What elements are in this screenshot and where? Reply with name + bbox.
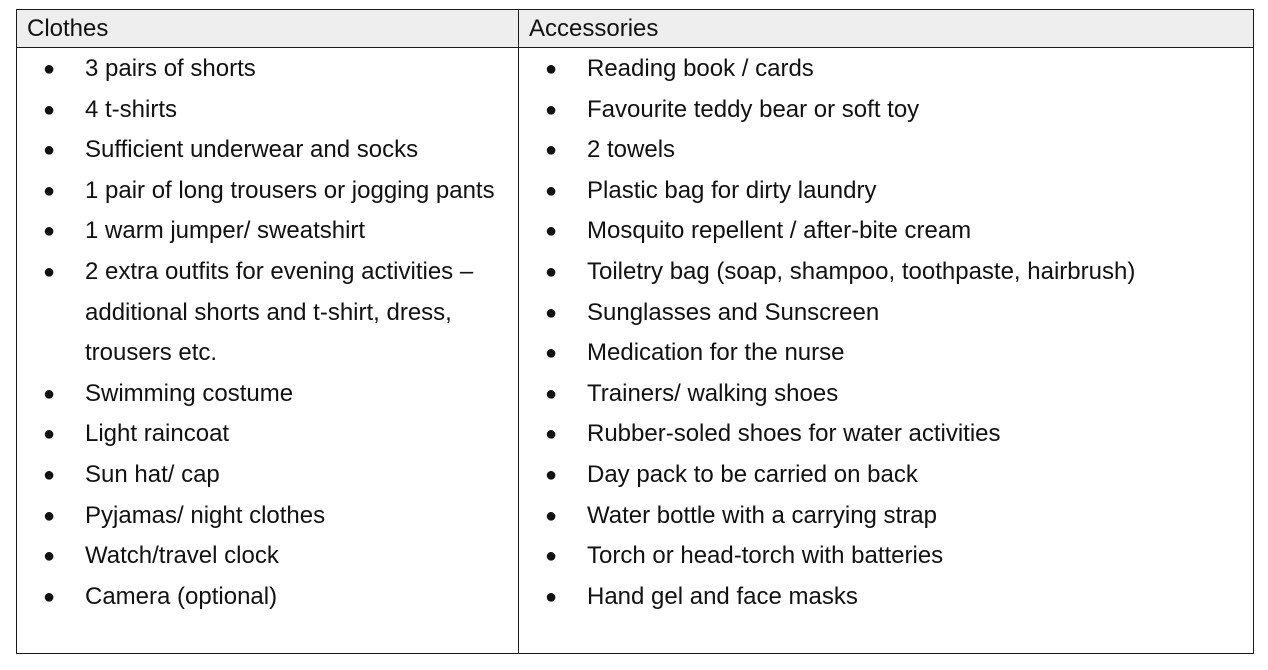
list-item <box>519 414 1253 455</box>
list-item <box>519 49 1253 90</box>
bullet-icon: ● <box>544 98 558 121</box>
bullet-icon: ● <box>42 545 56 568</box>
bullet-icon: ● <box>42 504 56 527</box>
bullet-icon: ● <box>42 463 56 486</box>
item-text: Plastic bag for dirty laundry <box>587 176 877 204</box>
bullet-icon: ● <box>42 220 56 243</box>
item-text: Trainers/ walking shoes <box>587 379 839 407</box>
bullet-icon: ● <box>544 463 558 486</box>
item-text: Reading book / cards <box>587 55 814 82</box>
clothes-cell <box>17 48 519 654</box>
list-item <box>519 496 1253 537</box>
accessories-list <box>519 49 1253 617</box>
list-item <box>17 49 518 90</box>
list-item <box>17 536 518 577</box>
list-item <box>17 414 518 455</box>
item-text: 2 towels <box>587 136 676 164</box>
list-item <box>519 130 1253 171</box>
list-item <box>17 171 518 212</box>
bullet-icon: ● <box>544 58 558 80</box>
header-row <box>17 10 1254 48</box>
list-item <box>17 252 518 374</box>
list-item <box>17 90 518 131</box>
column-header-clothes: Clothes <box>17 10 519 48</box>
item-text: Sufficient underwear and socks <box>85 136 419 164</box>
bullet-icon: ● <box>544 382 558 405</box>
item-text: Light raincoat <box>85 420 230 448</box>
list-item <box>519 171 1253 212</box>
item-text: 2 extra outfits for evening activities – additional shorts and t-shirt, dress, trousers etc. <box>85 257 474 367</box>
bullet-icon: ● <box>544 545 558 568</box>
list-item <box>519 374 1253 415</box>
list-item <box>17 455 518 496</box>
list-item <box>17 211 518 252</box>
list-item <box>519 536 1253 577</box>
item-text: 1 pair of long trousers or jogging pants <box>85 176 495 204</box>
item-text: Rubber-soled shoes for water activities <box>587 420 1001 448</box>
list-item <box>519 293 1253 334</box>
item-text: Camera (optional) <box>85 582 278 610</box>
list-item <box>519 252 1253 293</box>
item-text: Favourite teddy bear or soft toy <box>587 95 920 123</box>
bullet-icon: ● <box>42 260 56 283</box>
list-item <box>519 211 1253 252</box>
bullet-icon: ● <box>544 342 558 365</box>
bullet-icon: ● <box>42 139 56 162</box>
bullet-icon: ● <box>42 382 56 405</box>
bullet-icon: ● <box>42 423 56 446</box>
bullet-icon: ● <box>544 585 558 608</box>
item-text: Sunglasses and Sunscreen <box>587 298 880 326</box>
item-text: 4 t-shirts <box>85 95 178 123</box>
bullet-icon: ● <box>544 179 558 202</box>
bullet-icon: ● <box>42 179 56 202</box>
item-text: Water bottle with a carrying strap <box>587 501 937 529</box>
item-text: 1 warm jumper/ sweatshirt <box>85 217 366 245</box>
bullet-icon: ● <box>42 585 56 608</box>
bullet-icon: ● <box>544 301 558 324</box>
content-row <box>17 48 1254 654</box>
item-text: Torch or head-torch with batteries <box>587 542 944 570</box>
list-item <box>519 577 1253 618</box>
item-text: Pyjamas/ night clothes <box>85 501 326 529</box>
list-item <box>17 496 518 537</box>
bullet-icon: ● <box>544 220 558 243</box>
bullet-icon: ● <box>544 139 558 162</box>
item-text: Swimming costume <box>85 379 294 407</box>
clothes-list <box>17 49 518 617</box>
bullet-icon: ● <box>544 504 558 527</box>
list-item <box>17 130 518 171</box>
item-text: Day pack to be carried on back <box>587 460 918 488</box>
list-item <box>17 374 518 415</box>
packing-list-table <box>16 9 1254 654</box>
item-text: Watch/travel clock <box>85 542 279 570</box>
accessories-cell <box>519 48 1254 654</box>
bullet-icon: ● <box>544 423 558 446</box>
item-text: 3 pairs of shorts <box>85 55 256 82</box>
list-item <box>519 333 1253 374</box>
column-header-accessories: Accessories <box>519 10 1254 48</box>
list-item <box>519 455 1253 496</box>
item-text: Hand gel and face masks <box>587 582 858 610</box>
bullet-icon: ● <box>42 98 56 121</box>
bullet-icon: ● <box>42 58 56 80</box>
item-text: Mosquito repellent / after-bite cream <box>587 217 972 245</box>
list-item <box>519 90 1253 131</box>
item-text: Medication for the nurse <box>587 339 845 367</box>
bullet-icon: ● <box>544 260 558 283</box>
list-item <box>17 577 518 618</box>
item-text: Toiletry bag (soap, shampoo, toothpaste, hairbrush) <box>587 257 1136 285</box>
item-text: Sun hat/ cap <box>85 460 220 488</box>
